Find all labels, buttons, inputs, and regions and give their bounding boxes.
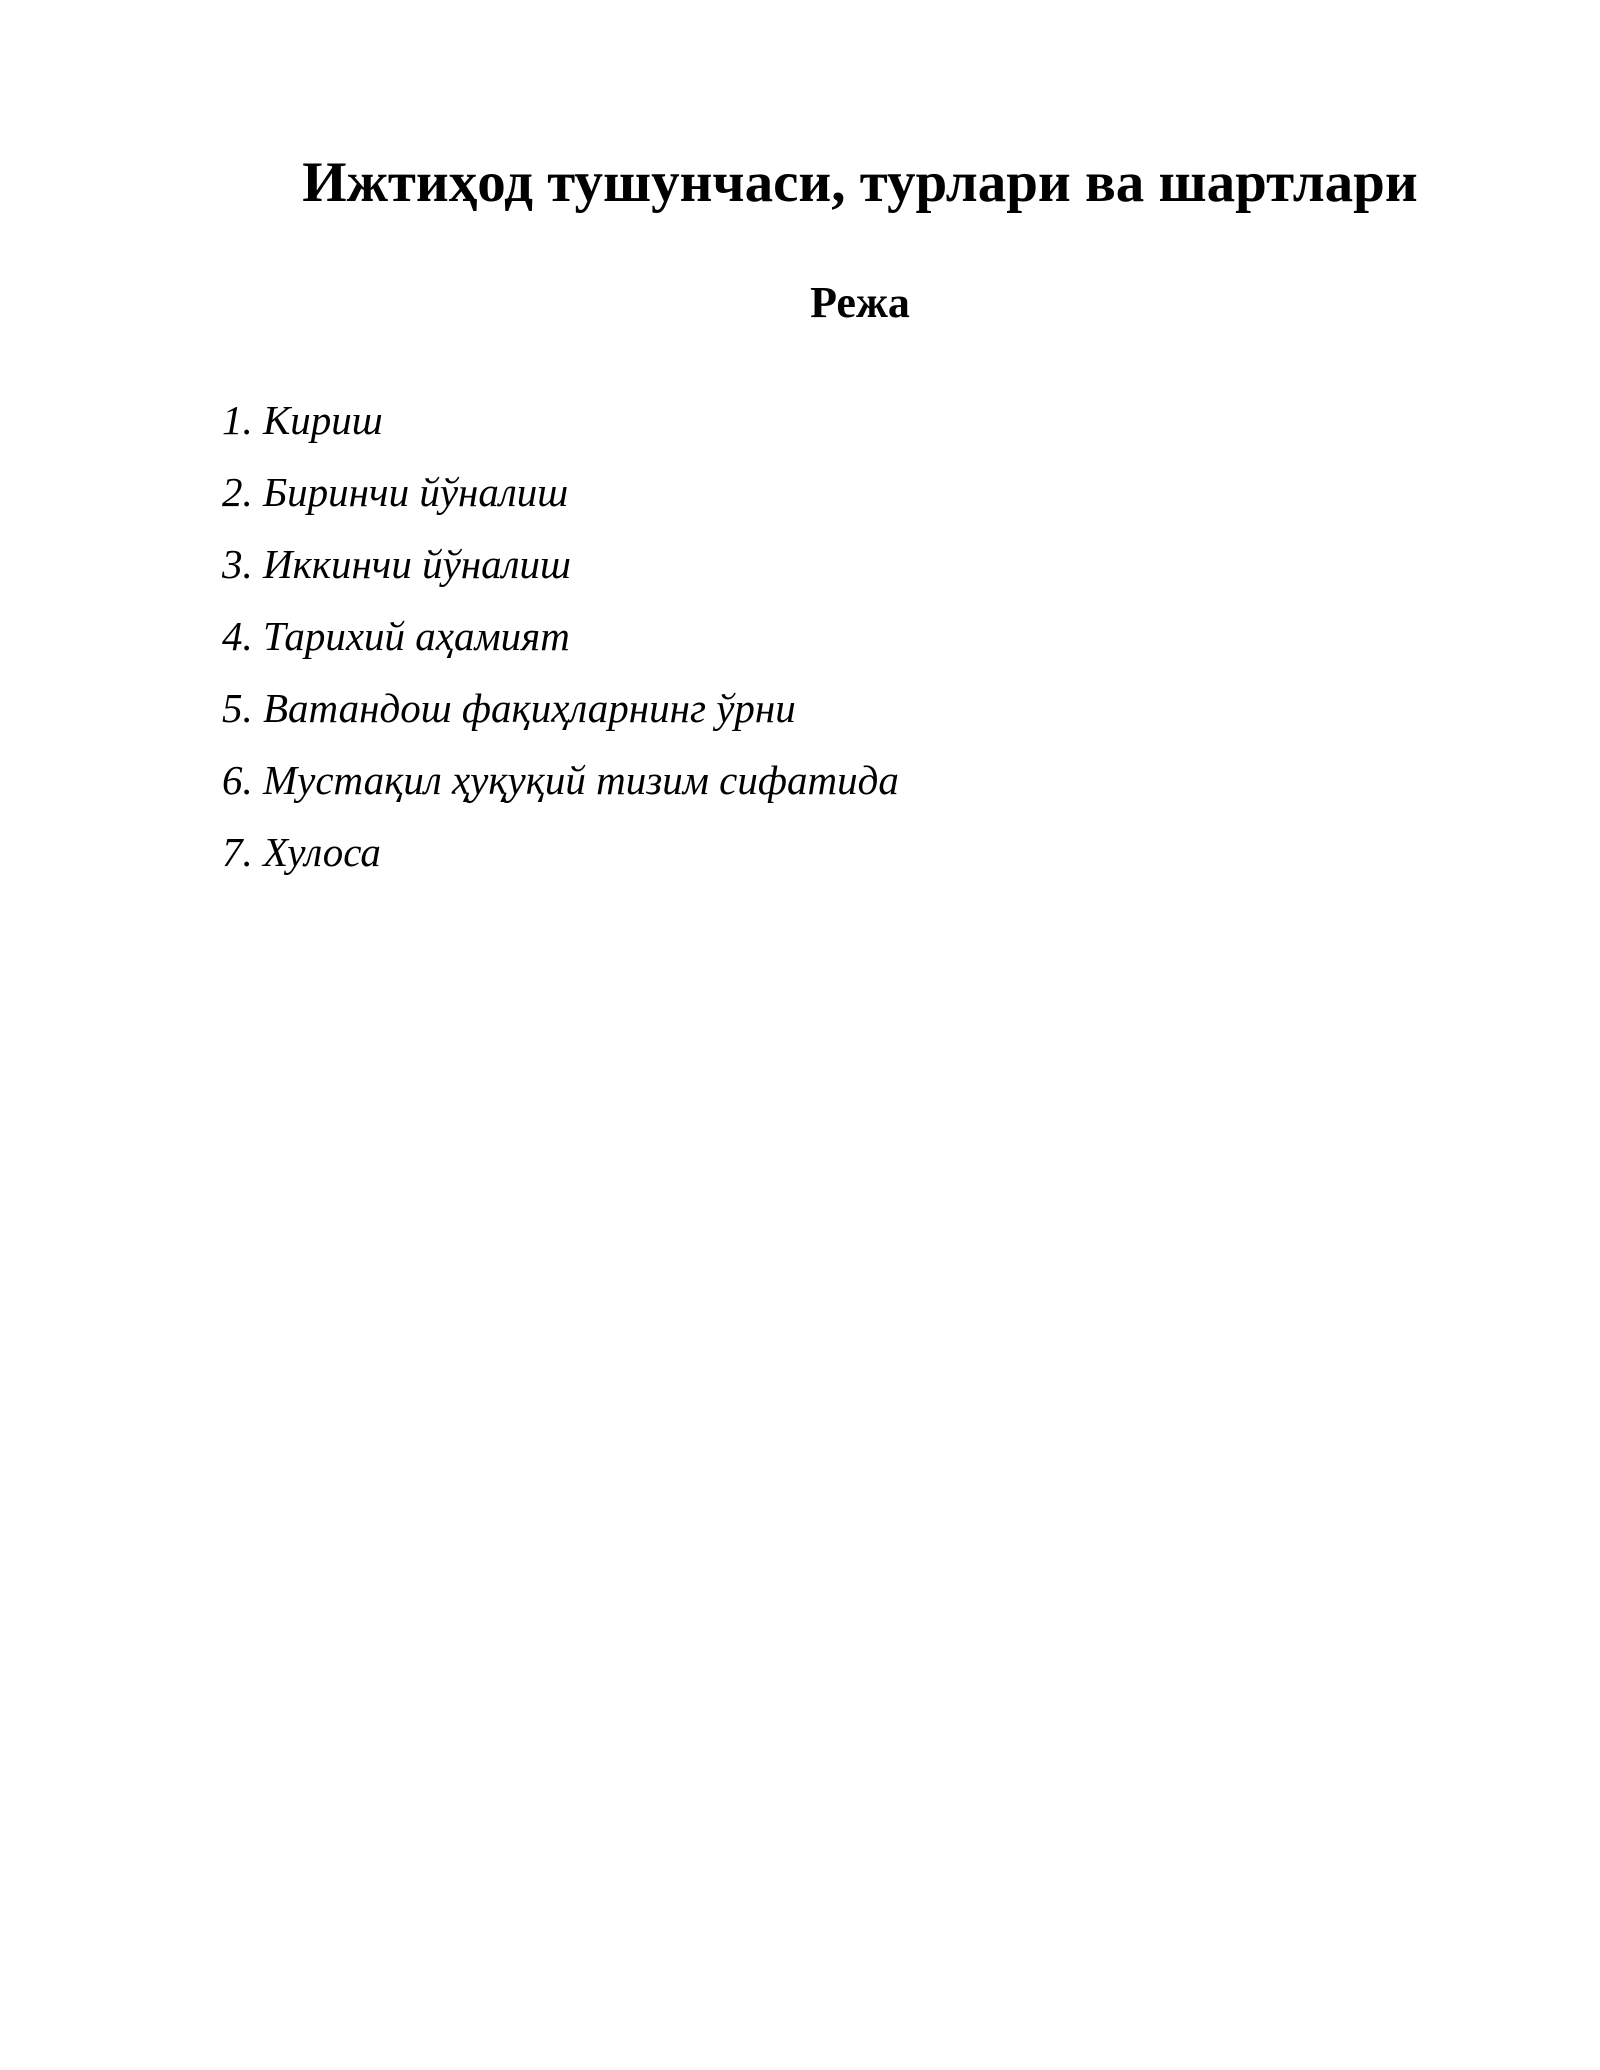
plan-item-1: 1. Кириш xyxy=(222,397,383,443)
plan-item-4: 4. Тарихий аҳамият xyxy=(222,613,570,659)
plan-item-3: 3. Иккинчи йўналиш xyxy=(222,541,571,587)
plan-item-6: 6. Мустақил ҳуқуқий тизим сифатида xyxy=(222,757,899,803)
plan-heading: Режа xyxy=(810,278,910,327)
plan-item-7: 7. Хулоса xyxy=(222,829,381,875)
plan-item-5: 5. Ватандош фақиҳларнинг ўрни xyxy=(222,685,796,731)
page-title: Ижтиҳод тушунчаси, турлари ва шартлари xyxy=(302,151,1418,214)
plan-list xyxy=(222,384,899,888)
plan-item-2: 2. Биринчи йўналиш xyxy=(222,469,569,515)
